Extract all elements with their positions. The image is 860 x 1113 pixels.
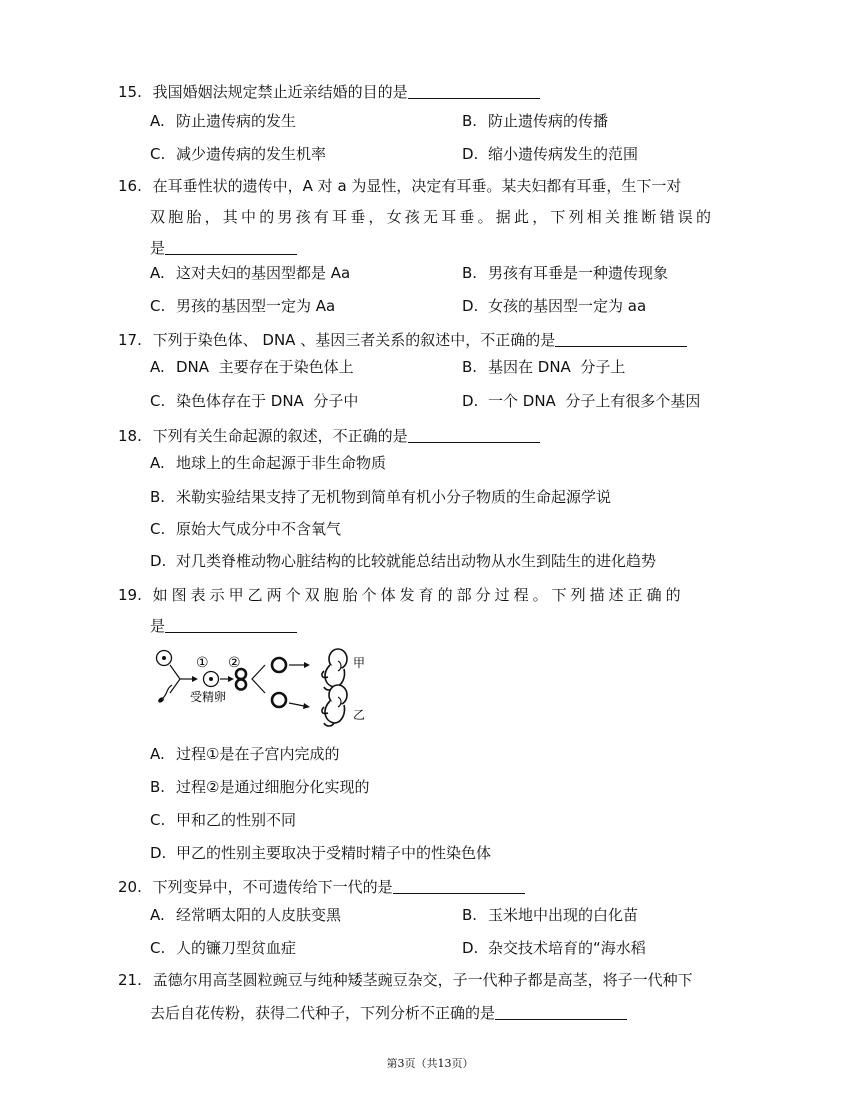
answer-blank[interactable] xyxy=(408,424,540,443)
answer-blank[interactable] xyxy=(393,875,525,894)
fetus-icon xyxy=(322,685,347,726)
option-19-d[interactable]: D. 甲乙的性别主要取决于受精时精子中的性染色体 xyxy=(150,844,492,862)
twin-a-label: 甲 xyxy=(353,656,366,670)
question-19-line1: 19. 如图表示甲乙两个双胞胎个体发育的部分过程。下列描述正确的 xyxy=(118,586,685,604)
step-2-label: ② xyxy=(228,655,241,671)
question-number: 16. xyxy=(118,177,142,195)
option-18-b[interactable]: B. 米勒实验结果支持了无机物到简单有机小分子物质的生命起源学说 xyxy=(150,488,612,506)
sperm-icon xyxy=(157,685,172,704)
answer-blank[interactable] xyxy=(408,80,540,99)
question-19-line2: 是 xyxy=(150,614,297,636)
two-cell-embryo-icon xyxy=(236,669,246,690)
embryo-cell-icon xyxy=(272,658,286,672)
option-18-a[interactable]: A. 地球上的生命起源于非生命物质 xyxy=(150,454,387,472)
option-20-b[interactable]: B. 玉米地中出现的白化苗 xyxy=(462,906,639,924)
option-16-b[interactable]: B. 男孩有耳垂是一种遗传现象 xyxy=(462,264,669,282)
option-15-c[interactable]: C. 减少遗传病的发生机率 xyxy=(150,145,327,163)
question-21-line2: 去后自花传粉，获得二代种子，下列分析不正确的是 xyxy=(150,1001,627,1023)
option-16-a[interactable]: A. 这对夫妇的基因型都是 Aa xyxy=(150,264,351,282)
fetus-icon xyxy=(322,649,347,690)
answer-blank[interactable] xyxy=(495,1001,627,1020)
option-15-a[interactable]: A. 防止遗传病的发生 xyxy=(150,112,297,130)
question-20-stem: 20. 下列变异中，不可遗传给下一代的是 xyxy=(118,875,525,897)
answer-blank[interactable] xyxy=(165,236,297,255)
option-18-c[interactable]: C. 原始大气成分中不含氧气 xyxy=(150,520,342,538)
question-number: 20. xyxy=(118,878,142,896)
question-16-line2: 双胞胎，其中的男孩有耳垂，女孩无耳垂。据此，下列相关推断错误的 xyxy=(150,208,715,226)
question-number: 17. xyxy=(118,331,142,349)
option-20-a[interactable]: A. 经常晒太阳的人皮肤变黑 xyxy=(150,906,342,924)
answer-blank[interactable] xyxy=(165,614,297,633)
option-19-b[interactable]: B. 过程②是通过细胞分化实现的 xyxy=(150,778,370,796)
option-16-d[interactable]: D. 女孩的基因型一定为 aa xyxy=(462,297,647,315)
question-number: 15. xyxy=(118,83,142,101)
option-18-d[interactable]: D. 对几类脊椎动物心脏结构的比较就能总结出动物从水生到陆生的进化趋势 xyxy=(150,552,657,570)
question-15-stem xyxy=(118,80,540,102)
option-20-c[interactable]: C. 人的镰刀型贫血症 xyxy=(150,939,297,957)
question-number: 19. xyxy=(118,586,142,604)
option-17-b[interactable]: B. 基因在 DNA 分子上 xyxy=(462,358,626,376)
zygote-label: 受精卵 xyxy=(190,690,227,704)
step-1-label: ① xyxy=(196,655,209,671)
option-17-c[interactable]: C. 染色体存在于 DNA 分子中 xyxy=(150,392,359,410)
option-19-c[interactable]: C. 甲和乙的性别不同 xyxy=(150,811,297,829)
embryo-cell-icon xyxy=(272,693,286,707)
answer-blank[interactable] xyxy=(555,328,687,347)
question-18-stem: 18. 下列有关生命起源的叙述，不正确的是 xyxy=(118,424,540,446)
option-19-a[interactable]: A. 过程①是在子宫内完成的 xyxy=(150,745,340,763)
question-number: 21. xyxy=(118,971,142,989)
twins-development-figure xyxy=(148,643,378,735)
option-15-b[interactable]: B. 防止遗传病的传播 xyxy=(462,112,609,130)
question-text: 我国婚姻法规定禁止近亲结婚的目的是 xyxy=(152,83,408,101)
option-17-a[interactable]: A. DNA 主要存在于染色体上 xyxy=(150,358,354,376)
twin-b-label: 乙 xyxy=(353,708,366,722)
option-20-d[interactable]: D. 杂交技术培育的“海水稻 xyxy=(462,939,646,957)
zygote-icon xyxy=(204,672,219,687)
option-17-d[interactable]: D. 一个 DNA 分子上有很多个基因 xyxy=(462,392,701,410)
option-15-d[interactable]: D. 缩小遗传病发生的范围 xyxy=(462,145,639,163)
question-17-stem: 17. 下列于染色体、 DNA 、基因三者关系的叙述中，不正确的是 xyxy=(118,328,687,350)
egg-cell-icon xyxy=(157,651,172,666)
question-21-line1: 21. 孟德尔用高茎圆粒豌豆与纯种矮茎豌豆杂交，子一代种子都是高茎，将子一代种下 xyxy=(118,971,693,989)
question-number: 18. xyxy=(118,427,142,445)
question-16-line1: 16. 在耳垂性状的遗传中，A 对 a 为显性，决定有耳垂。某夫妇都有耳垂，生下一对 xyxy=(118,177,682,195)
question-16-line3: 是 xyxy=(150,236,297,258)
page-footer: 第3页（共13页） xyxy=(386,1057,474,1070)
option-16-c[interactable]: C. 男孩的基因型一定为 Aa xyxy=(150,297,336,315)
